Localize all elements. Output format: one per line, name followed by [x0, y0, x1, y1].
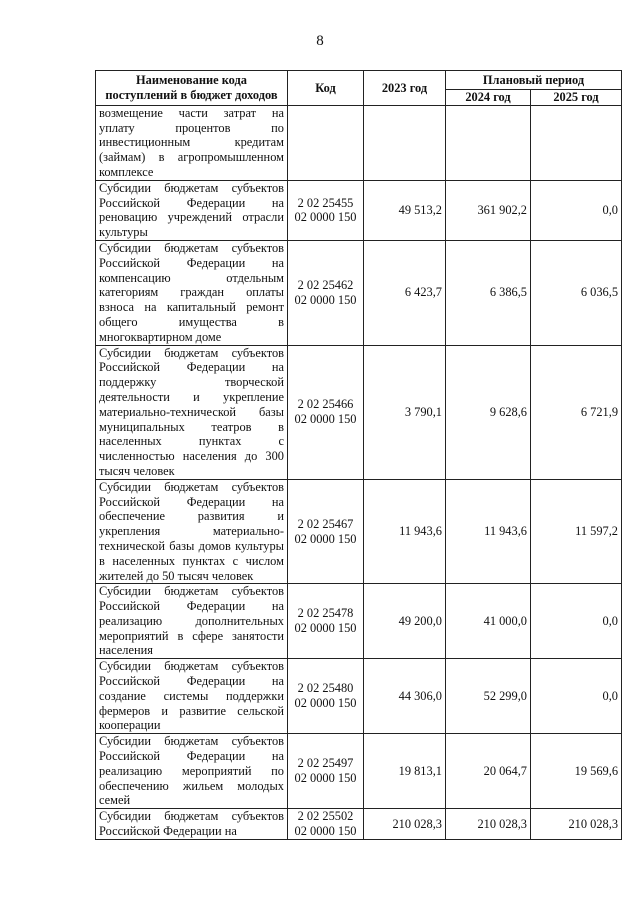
- table-row: [96, 345, 622, 479]
- row-name: Субсидии бюджетам субъектов Российской Федерации на обеспечение развития и укрепления материально-технической базы домов культуры в населенных пунктах с числом жителей до 50 тысяч человек: [96, 479, 288, 584]
- row-code: [288, 105, 364, 180]
- row-code: 2 02 25466 02 0000 150: [288, 345, 364, 479]
- page-number: 8: [316, 33, 324, 49]
- row-2025: 210 028,3: [531, 809, 622, 840]
- header-2025: 2025 год: [531, 90, 622, 106]
- table-row: [96, 240, 622, 345]
- row-2024: 9 628,6: [446, 345, 531, 479]
- row-2024: 6 386,5: [446, 240, 531, 345]
- row-2024: 210 028,3: [446, 809, 531, 840]
- row-2024: 52 299,0: [446, 659, 531, 734]
- row-name: Субсидии бюджетам субъектов Российской Федерации на компенсацию отдельным категориям граждан оплаты взноса на капитальный ремонт общего имущества в многоквартирном доме: [96, 240, 288, 345]
- row-2025: 11 597,2: [531, 479, 622, 584]
- row-name: возмещение части затрат на уплату процентов по инвестиционным кредитам (займам) в агропромышленном комплексе: [96, 105, 288, 180]
- row-2023: 44 306,0: [364, 659, 446, 734]
- row-code: 2 02 25467 02 0000 150: [288, 479, 364, 584]
- row-2023: [364, 105, 446, 180]
- row-2023: 6 423,7: [364, 240, 446, 345]
- row-code: 2 02 25502 02 0000 150: [288, 809, 364, 840]
- row-2023: 210 028,3: [364, 809, 446, 840]
- row-2024: [446, 105, 531, 180]
- table-row: [96, 180, 622, 240]
- row-code: 2 02 25478 02 0000 150: [288, 584, 364, 659]
- row-name: Субсидии бюджетам субъектов Российской Федерации на создание системы поддержки фермеров и развитие сельской кооперации: [96, 659, 288, 734]
- row-2024: 20 064,7: [446, 734, 531, 809]
- table-row: [96, 659, 622, 734]
- row-name: Субсидии бюджетам субъектов Российской Федерации на реализацию дополнительных мероприятий в сфере занятости населения: [96, 584, 288, 659]
- revenue-table: [95, 70, 622, 840]
- row-code: 2 02 25480 02 0000 150: [288, 659, 364, 734]
- row-2025: 0,0: [531, 659, 622, 734]
- row-2025: [531, 105, 622, 180]
- header-2024: 2024 год: [446, 90, 531, 106]
- table-row: [96, 734, 622, 809]
- row-2023: 11 943,6: [364, 479, 446, 584]
- row-2023: 49 200,0: [364, 584, 446, 659]
- row-2025: 0,0: [531, 584, 622, 659]
- row-2023: 3 790,1: [364, 345, 446, 479]
- row-2025: 6 721,9: [531, 345, 622, 479]
- row-2023: 19 813,1: [364, 734, 446, 809]
- row-name: Субсидии бюджетам субъектов Российской Федерации на реновацию учреждений отрасли культуры: [96, 180, 288, 240]
- table-header-row: [96, 71, 622, 90]
- row-name: Субсидии бюджетам субъектов Российской Федерации на: [96, 809, 288, 840]
- row-name: Субсидии бюджетам субъектов Российской Федерации на реализацию мероприятий по обеспечению жильем молодых семей: [96, 734, 288, 809]
- row-code: 2 02 25462 02 0000 150: [288, 240, 364, 345]
- header-name: Наименование кода поступлений в бюджет доходов: [96, 71, 288, 106]
- row-2025: 0,0: [531, 180, 622, 240]
- row-name: Субсидии бюджетам субъектов Российской Федерации на поддержку творческой деятельности и укрепление материально-технической базы муниципальных театров в населенных пунктах с численностью населения до 300 тысяч человек: [96, 345, 288, 479]
- header-code: Код: [288, 71, 364, 106]
- row-code: 2 02 25455 02 0000 150: [288, 180, 364, 240]
- table-row: [96, 809, 622, 840]
- table-row: [96, 584, 622, 659]
- row-2024: 361 902,2: [446, 180, 531, 240]
- header-planning-period: Плановый период: [446, 71, 622, 90]
- table-row: [96, 479, 622, 584]
- table-row: [96, 105, 622, 180]
- header-2023: 2023 год: [364, 71, 446, 106]
- row-2024: 11 943,6: [446, 479, 531, 584]
- row-code: 2 02 25497 02 0000 150: [288, 734, 364, 809]
- row-2025: 6 036,5: [531, 240, 622, 345]
- row-2024: 41 000,0: [446, 584, 531, 659]
- row-2025: 19 569,6: [531, 734, 622, 809]
- row-2023: 49 513,2: [364, 180, 446, 240]
